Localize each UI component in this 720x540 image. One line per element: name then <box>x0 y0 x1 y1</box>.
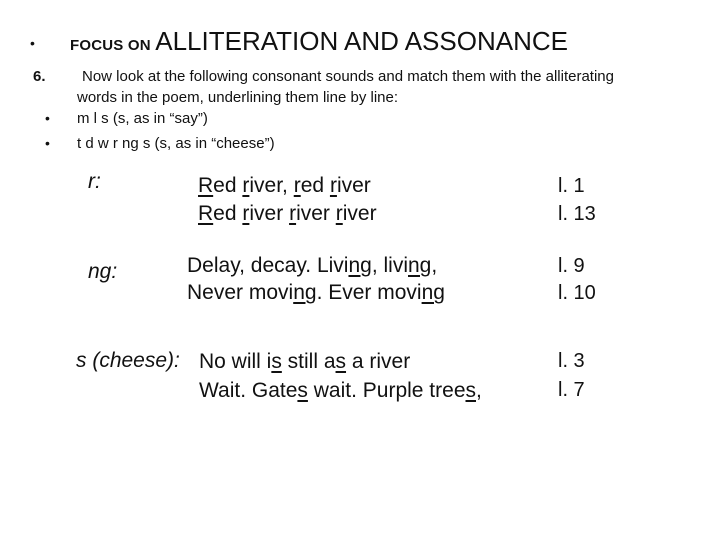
line-ref: l. 10 <box>558 282 596 304</box>
line-text: Never movi <box>187 281 294 304</box>
underlined-sound: s <box>297 379 308 402</box>
poem-line <box>199 379 482 403</box>
underlined-sound: ng <box>421 281 445 304</box>
line-text: ed <box>213 174 243 197</box>
underlined-sound: r <box>242 202 250 225</box>
underlined-sound: s <box>335 350 347 373</box>
sound-bullet-2: • <box>45 135 50 151</box>
instruction-line-1: Now look at the following consonant sounds and match them with the alliterating <box>82 68 614 85</box>
underlined-sound: ng <box>408 254 432 277</box>
underlined-sound: ng <box>348 254 372 277</box>
title-main: ALLITERATION AND ASSONANCE <box>155 26 568 56</box>
instruction-line-2: words in the poem, underlining them line by line: <box>77 89 399 106</box>
title-prefix: FOCUS ON <box>70 37 151 54</box>
underlined-sound: s <box>271 350 282 373</box>
underlined-sound: r <box>293 174 301 197</box>
sound-label-s-cheese: s (cheese): <box>76 349 180 372</box>
line-text: iver <box>342 202 377 225</box>
underlined-sound: R <box>198 174 214 197</box>
line-text: , <box>476 379 482 402</box>
underlined-sound: r <box>329 174 337 197</box>
sound-bullet-1: • <box>45 110 50 126</box>
line-text: , <box>431 254 438 277</box>
line-ref: l. 1 <box>558 175 585 197</box>
line-ref: l. 3 <box>558 350 585 372</box>
underlined-sound: s <box>465 379 476 402</box>
sound-list-1: m l s (s, as in “say”) <box>77 110 208 127</box>
line-text: Wait. Gate <box>199 379 298 402</box>
title-bullet: • <box>30 35 35 51</box>
poem-line <box>187 281 445 305</box>
line-text: ed <box>213 202 243 225</box>
line-text: , livi <box>371 254 408 277</box>
poem-line <box>187 254 437 278</box>
line-text: iver <box>249 202 290 225</box>
line-text: still a <box>281 350 336 373</box>
line-text: . Ever movi <box>316 281 422 304</box>
underlined-sound: ng <box>293 281 317 304</box>
page-title <box>70 26 568 57</box>
underlined-sound: r <box>242 174 250 197</box>
poem-line <box>199 350 410 374</box>
line-ref: l. 13 <box>558 203 596 225</box>
question-number: 6. <box>33 68 46 85</box>
sound-label-r: r: <box>88 170 101 193</box>
line-text: iver <box>336 174 371 197</box>
underlined-sound: R <box>198 202 214 225</box>
line-text: a river <box>346 350 411 373</box>
line-text: ed <box>300 174 330 197</box>
line-ref: l. 9 <box>558 255 585 277</box>
line-text: iver <box>296 202 336 225</box>
line-text: Delay, decay. Livi <box>187 254 349 277</box>
poem-line <box>198 202 377 226</box>
line-ref: l. 7 <box>558 379 585 401</box>
line-text: iver, <box>249 174 294 197</box>
underlined-sound: r <box>335 202 343 225</box>
sound-list-2: t d w r ng s (s, as in “cheese”) <box>77 135 275 152</box>
underlined-sound: r <box>289 202 297 225</box>
poem-line <box>198 174 371 198</box>
line-text: No will i <box>199 350 272 373</box>
sound-label-ng: ng: <box>88 260 118 283</box>
line-text: wait. Purple tree <box>307 379 466 402</box>
